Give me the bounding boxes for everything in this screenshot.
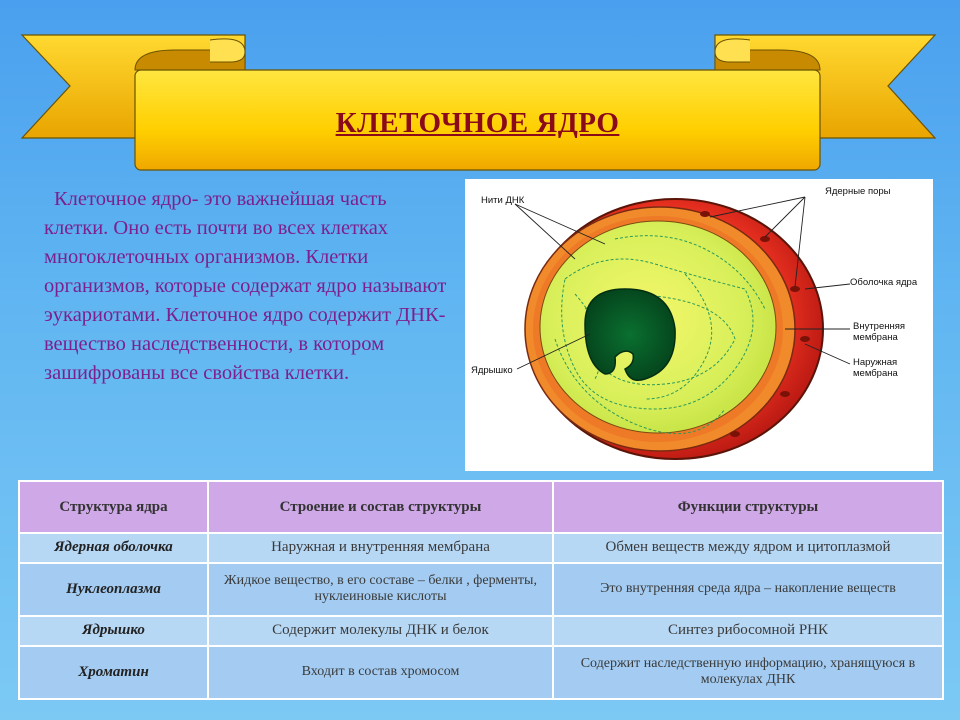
header-functions: Функции структуры xyxy=(553,481,943,533)
ribbon-shape xyxy=(0,0,960,180)
header-structure: Структура ядра xyxy=(19,481,208,533)
label-outer-membrane xyxy=(853,357,898,379)
label-outer-membrane-line2: мембрана xyxy=(853,368,898,379)
cell-structure-name: Хроматин xyxy=(19,646,208,699)
structure-table xyxy=(18,480,944,700)
label-inner-membrane xyxy=(853,321,905,343)
label-envelope: Оболочка ядра xyxy=(850,277,918,288)
cell-function: Это внутренняя среда ядра – накопление веществ xyxy=(553,563,943,616)
page-title: КЛЕТОЧНОЕ ЯДРО xyxy=(335,106,620,139)
label-inner-membrane-line1: Внутренняя xyxy=(853,321,906,332)
intro-paragraph: Клеточное ядро- это важнейшая часть клетки. Оно есть почти во всех клетках многоклеточных организмов. Клетки организмов, которые содержат ядро называют эукариотами. Клеточное ядро содержит ДНК- вещество наследственности, в котором зашифрованы все свойства клетки. xyxy=(44,188,447,384)
cell-composition: Содержит молекулы ДНК и белок xyxy=(208,616,553,646)
table-header-row xyxy=(19,481,943,533)
nucleus-diagram xyxy=(465,179,933,471)
label-outer-membrane-line1: Наружная xyxy=(853,357,898,368)
table-row xyxy=(19,646,943,699)
cell-structure-name: Нуклеоплазма xyxy=(19,563,208,616)
table-row xyxy=(19,563,943,616)
table-row xyxy=(19,533,943,563)
label-nucleolus: Ядрышко xyxy=(471,365,513,376)
cell-composition: Жидкое вещество, в его составе – белки , ферменты, нуклеиновые кислоты xyxy=(208,563,553,616)
cell-function: Синтез рибосомной РНК xyxy=(553,616,943,646)
cell-composition: Входит в состав хромосом xyxy=(208,646,553,699)
table-row xyxy=(19,616,943,646)
cell-composition: Наружная и внутренняя мембрана xyxy=(208,533,553,563)
label-dna-threads: Нити ДНК xyxy=(481,195,525,206)
cell-structure-name: Ядрышко xyxy=(19,616,208,646)
cell-function: Содержит наследственную информацию, хранящуюся в молекулах ДНК xyxy=(553,646,943,699)
cell-function: Обмен веществ между ядром и цитоплазмой xyxy=(553,533,943,563)
header-composition: Строение и состав структуры xyxy=(208,481,553,533)
label-inner-membrane-line2: мембрана xyxy=(853,332,898,343)
cell-structure-name: Ядерная оболочка xyxy=(19,533,208,563)
label-nuclear-pores: Ядерные поры xyxy=(825,186,891,197)
